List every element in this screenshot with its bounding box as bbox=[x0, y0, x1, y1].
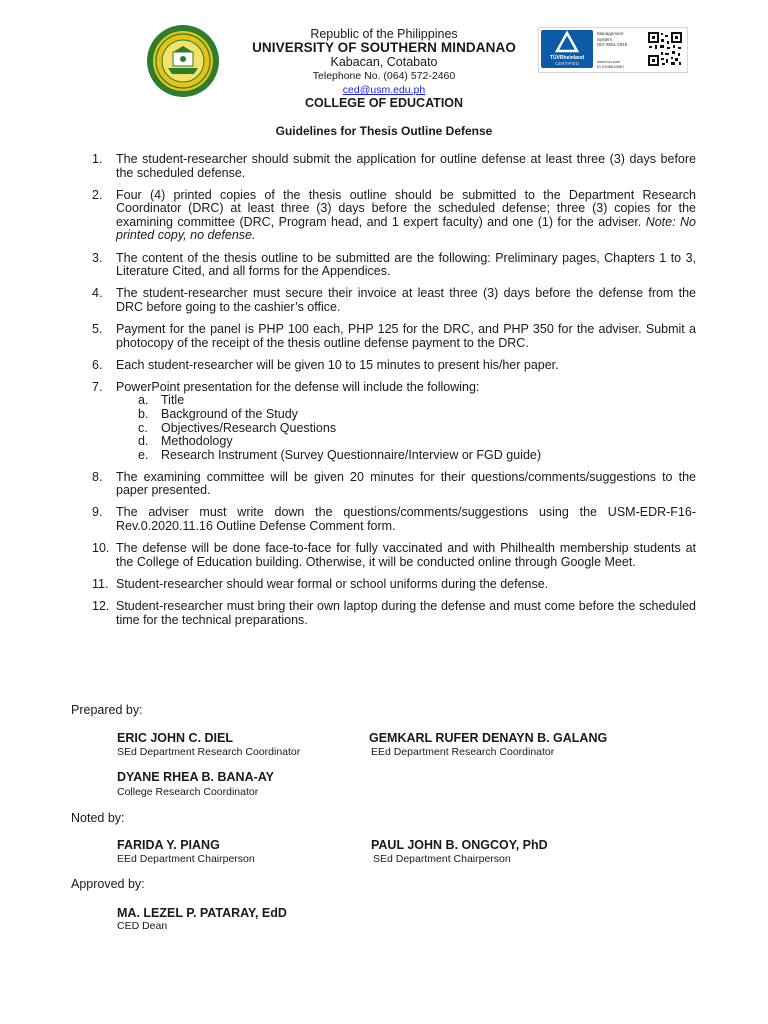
guideline-text bbox=[116, 506, 696, 533]
sublist-text: Background of the Study bbox=[161, 406, 298, 421]
sublist-item bbox=[116, 449, 696, 463]
university-location: Kabacan, Cotabato bbox=[330, 55, 438, 69]
guideline-body: The student-researcher must secure their invoice at least three (3) days before the defense from the DRC before going to the cashier’s office. bbox=[116, 286, 696, 314]
guideline-item bbox=[92, 189, 696, 243]
tuv-brand: TÜVRheinland bbox=[549, 55, 585, 61]
sublist-letter: a. bbox=[138, 393, 149, 408]
guideline-body: Student-researcher should wear formal or school uniforms during the defense. bbox=[116, 576, 549, 591]
tuv-triangle-icon bbox=[541, 30, 593, 54]
guidelines-list bbox=[92, 153, 696, 636]
guideline-number: 2. bbox=[92, 187, 103, 202]
guideline-body: Four (4) printed copies of the thesis outline should be submitted to the Department Research Coordinator (DRC) at least three (3) days before the scheduled defense; three (3) copies for the examining committee (DRC, Program head, and 1 expert faculty) and one (1) for the adviser. bbox=[116, 187, 696, 229]
tuv-certified-label: CERTIFIED bbox=[555, 61, 579, 66]
guideline-number: 5. bbox=[92, 321, 103, 336]
guideline-number: 1. bbox=[92, 152, 103, 166]
certification-url: www.tuv.com ID 9108634567 bbox=[597, 59, 625, 69]
guideline-item bbox=[92, 578, 696, 592]
guideline-body: Student-researcher must bring their own laptop during the defense and must come before the scheduled time for the technical preparations. bbox=[116, 598, 696, 627]
guideline-text bbox=[116, 287, 696, 314]
signatory-position: CED Dean bbox=[117, 920, 168, 932]
guideline-item bbox=[92, 381, 696, 463]
email-link[interactable]: ced@usm.edu.ph bbox=[342, 84, 426, 96]
republic-line: Republic of the Philippines bbox=[310, 27, 458, 41]
sublist-text: Objectives/Research Questions bbox=[161, 420, 337, 435]
guideline-text bbox=[116, 542, 696, 569]
presentation-sublist bbox=[116, 394, 696, 462]
signatory-name: GEMKARL RUFER DENAYN B. GALANG bbox=[369, 731, 608, 745]
sublist-letter: d. bbox=[138, 434, 149, 449]
guideline-item bbox=[92, 153, 696, 180]
sublist-item bbox=[116, 435, 696, 449]
signatory-name: DYANE RHEA B. BANA-AY bbox=[117, 770, 274, 784]
iso-certification-badge bbox=[538, 27, 688, 73]
signatory-name: PAUL JOHN B. ONGCOY, PhD bbox=[371, 838, 548, 852]
guideline-body: The adviser must write down the questions/comments/suggestions using the USM-EDR-F16-Rev.0.2020.11.16 Outline Defense Comment form. bbox=[116, 505, 696, 534]
signatory-position: EEd Department Chairperson bbox=[117, 853, 255, 865]
tuv-logo bbox=[541, 30, 593, 68]
guideline-item bbox=[92, 600, 696, 627]
university-name: UNIVERSITY OF SOUTHERN MINDANAO bbox=[252, 40, 516, 55]
guideline-item bbox=[92, 252, 696, 279]
guideline-number: 10. bbox=[92, 541, 110, 556]
guideline-body: The examining committee will be given 20 minutes for their questions/comments/suggestions to the paper presented. bbox=[116, 469, 696, 498]
guideline-text bbox=[116, 471, 696, 498]
guideline-item bbox=[92, 287, 696, 314]
guideline-text bbox=[116, 153, 696, 180]
sublist-text: Methodology bbox=[161, 434, 233, 449]
guideline-item bbox=[92, 542, 696, 569]
guideline-note: Note: No printed copy, no defense. bbox=[116, 214, 696, 243]
telephone-number: Telephone No. (064) 572-2460 bbox=[312, 70, 456, 82]
guideline-number: 11. bbox=[92, 576, 109, 591]
sublist-text: Research Instrument (Survey Questionnaire/Interview or FGD guide) bbox=[161, 447, 542, 462]
guideline-item bbox=[92, 323, 696, 350]
guideline-item bbox=[92, 359, 696, 373]
sublist-item bbox=[116, 422, 696, 436]
guideline-body: The content of the thesis outline to be submitted are the following: Preliminary pages, Chapters 1 to 3, Literature Cited, and all forms for the Appendices. bbox=[116, 250, 696, 279]
guideline-text bbox=[116, 381, 696, 395]
signatory-position: SEd Department Chairperson bbox=[373, 853, 511, 865]
sublist-item bbox=[116, 394, 696, 408]
signatory-position: SEd Department Research Coordinator bbox=[117, 746, 301, 758]
guideline-text bbox=[116, 189, 696, 243]
signatory-position: EEd Department Research Coordinator bbox=[371, 746, 555, 758]
guideline-number: 4. bbox=[92, 286, 103, 301]
guideline-number: 9. bbox=[92, 505, 103, 520]
guideline-text bbox=[116, 252, 696, 279]
college-name: COLLEGE OF EDUCATION bbox=[304, 96, 464, 110]
sublist-text: Title bbox=[161, 393, 185, 408]
guideline-text bbox=[116, 600, 696, 627]
sublist-letter: e. bbox=[138, 447, 149, 462]
signatory-name: MA. LEZEL P. PATARAY, EdD bbox=[117, 906, 287, 920]
guideline-body: The student-researcher should submit the application for outline defense at least three (3) days before the scheduled defense. bbox=[116, 152, 696, 180]
qr-code[interactable] bbox=[647, 31, 683, 67]
guideline-number: 8. bbox=[92, 469, 103, 484]
guideline-body: The defense will be done face-to-face for fully vaccinated and with Philhealth membership students at the College of Education building. Otherwise, it will be conducted online through Google Meet. bbox=[116, 541, 696, 569]
sublist-letter: b. bbox=[138, 406, 149, 421]
signatory-position: College Research Coordinator bbox=[117, 786, 259, 798]
noted-by-label: Noted by: bbox=[71, 811, 125, 825]
certification-text: Management System ISO 9001:2015 bbox=[597, 31, 628, 47]
guideline-number: 3. bbox=[92, 250, 103, 265]
guideline-number: 6. bbox=[92, 357, 103, 372]
guideline-number: 12. bbox=[92, 598, 110, 613]
approved-by-label: Approved by: bbox=[71, 877, 145, 891]
sublist-item bbox=[116, 408, 696, 422]
prepared-by-label: Prepared by: bbox=[71, 703, 143, 717]
guideline-item bbox=[92, 471, 696, 498]
document-title: Guidelines for Thesis Outline Defense bbox=[275, 124, 493, 138]
signatory-name: FARIDA Y. PIANG bbox=[117, 838, 220, 852]
sublist-letter: c. bbox=[138, 420, 148, 435]
guideline-text bbox=[116, 323, 696, 350]
guideline-body: Payment for the panel is PHP 100 each, PHP 125 for the DRC, and PHP 350 for the adviser. Submit a photocopy of the receipt of the thesis outline defense payment to the DRC. bbox=[116, 321, 696, 350]
guideline-body: PowerPoint presentation for the defense will include the following: bbox=[116, 379, 480, 394]
guideline-number: 7. bbox=[92, 379, 103, 394]
guideline-item bbox=[92, 506, 696, 533]
guideline-body: Each student-researcher will be given 10 to 15 minutes to present his/her paper. bbox=[116, 357, 559, 372]
signatory-name: ERIC JOHN C. DIEL bbox=[117, 731, 233, 745]
guideline-text bbox=[116, 578, 696, 592]
guideline-text bbox=[116, 359, 696, 373]
